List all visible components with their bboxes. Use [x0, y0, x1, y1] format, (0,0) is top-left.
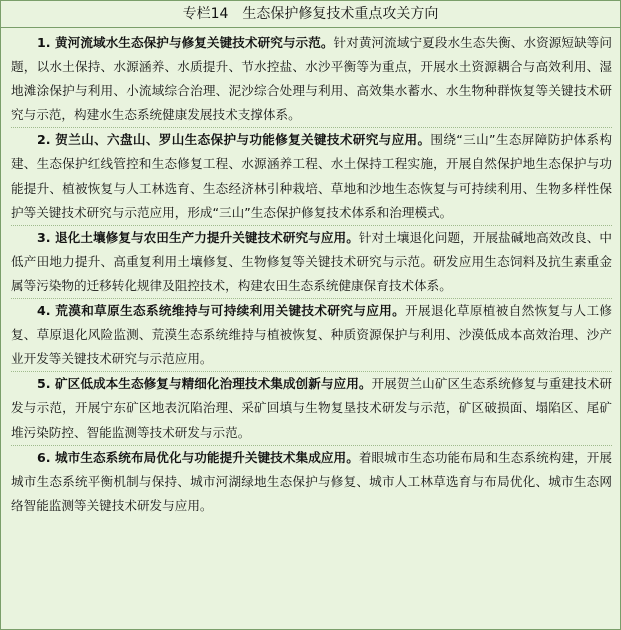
column-title: 专栏14 生态保护修复技术重点攻关方向	[1, 1, 620, 28]
item-heading: 6. 城市生态系统布局优化与功能提升关键技术集成应用。	[37, 449, 359, 465]
item-body: 针对土壤退化问题，开展盐碱地高效改良、中低产田地力提升、高重复利用土壤修复、生物修复等关键技术研究与示范。研发应用生态饲料及抗生素重金属等污染物的迁移转化规律及阻控技术，构建农田生态系统健康保育技术体系。	[11, 229, 613, 293]
item-heading: 1. 黄河流域水生态保护与修复关键技术研究与示范。	[37, 35, 334, 50]
item-body: 针对黄河流域宁夏段水生态失衡、水资源短缺等问题，以水土保持、水源涵养、水质提升、节水控盐、水沙平衡等为重点，开展水土资源耦合与高效利用、湿地滩涂保护与利用、小流域综合治理、泥沙综合处理与利用、高效集水蓄水、水生物种群恢复等关键技术研究与示范，构建水生态系统健康发展技术支撑体系。	[11, 35, 612, 123]
item-body: 开展退化草原植被自然恢复与人工修复、草原退化风险监测、荒漠生态系统维持与植被恢复、种质资源保护与利用、沙漠低成本高效治理、沙产业开发等关键技术研究与示范应用。	[11, 303, 612, 367]
item-heading: 4. 荒漠和草原生态系统维持与可持续利用关键技术研究与应用。	[37, 303, 406, 319]
item-heading: 5. 矿区低成本生态修复与精细化治理技术集成创新与应用。	[37, 376, 372, 392]
item-body: 围绕“三山”生态屏障防护体系构建、生态保护红线管控和生态修复工程、水源涵养工程、水土保持工程实施，开展自然保护地生态保护与功能提升、植被恢复与人工林选育、生态经济林引种栽培、草地和沙地生态恢复与可持续利用、生物多样性保护等关键技术研究与示范应用，形成“三山”生态保护修复技术体系和治理模式。	[11, 132, 612, 220]
item-heading: 2. 贺兰山、六盘山、罗山生态保护与功能修复关键技术研究与应用。	[37, 132, 431, 148]
column-content	[1, 28, 620, 518]
item-body: 开展贺兰山矿区生态系统修复与重建技术研发与示范，开展宁东矿区地表沉陷治理、采矿回填与生物复垦技术研发与示范，矿区破损面、塌陷区、尾矿堆污染防控、智能监测等技术研发与示范。	[11, 376, 612, 440]
list-item	[11, 226, 612, 299]
list-item	[11, 372, 612, 445]
list-item	[11, 31, 612, 128]
item-heading: 3. 退化土壤修复与农田生产力提升关键技术研究与应用。	[37, 229, 359, 245]
item-body: 着眼城市生态功能布局和生态系统构建，开展城市生态系统平衡机制与保持、城市河湖绿地生态保护与修复、城市人工林草选育与布局优化、城市生态网络智能监测等关键技术研发与应用。	[11, 449, 613, 513]
list-item	[11, 446, 612, 518]
list-item	[11, 128, 612, 225]
list-item	[11, 299, 612, 372]
